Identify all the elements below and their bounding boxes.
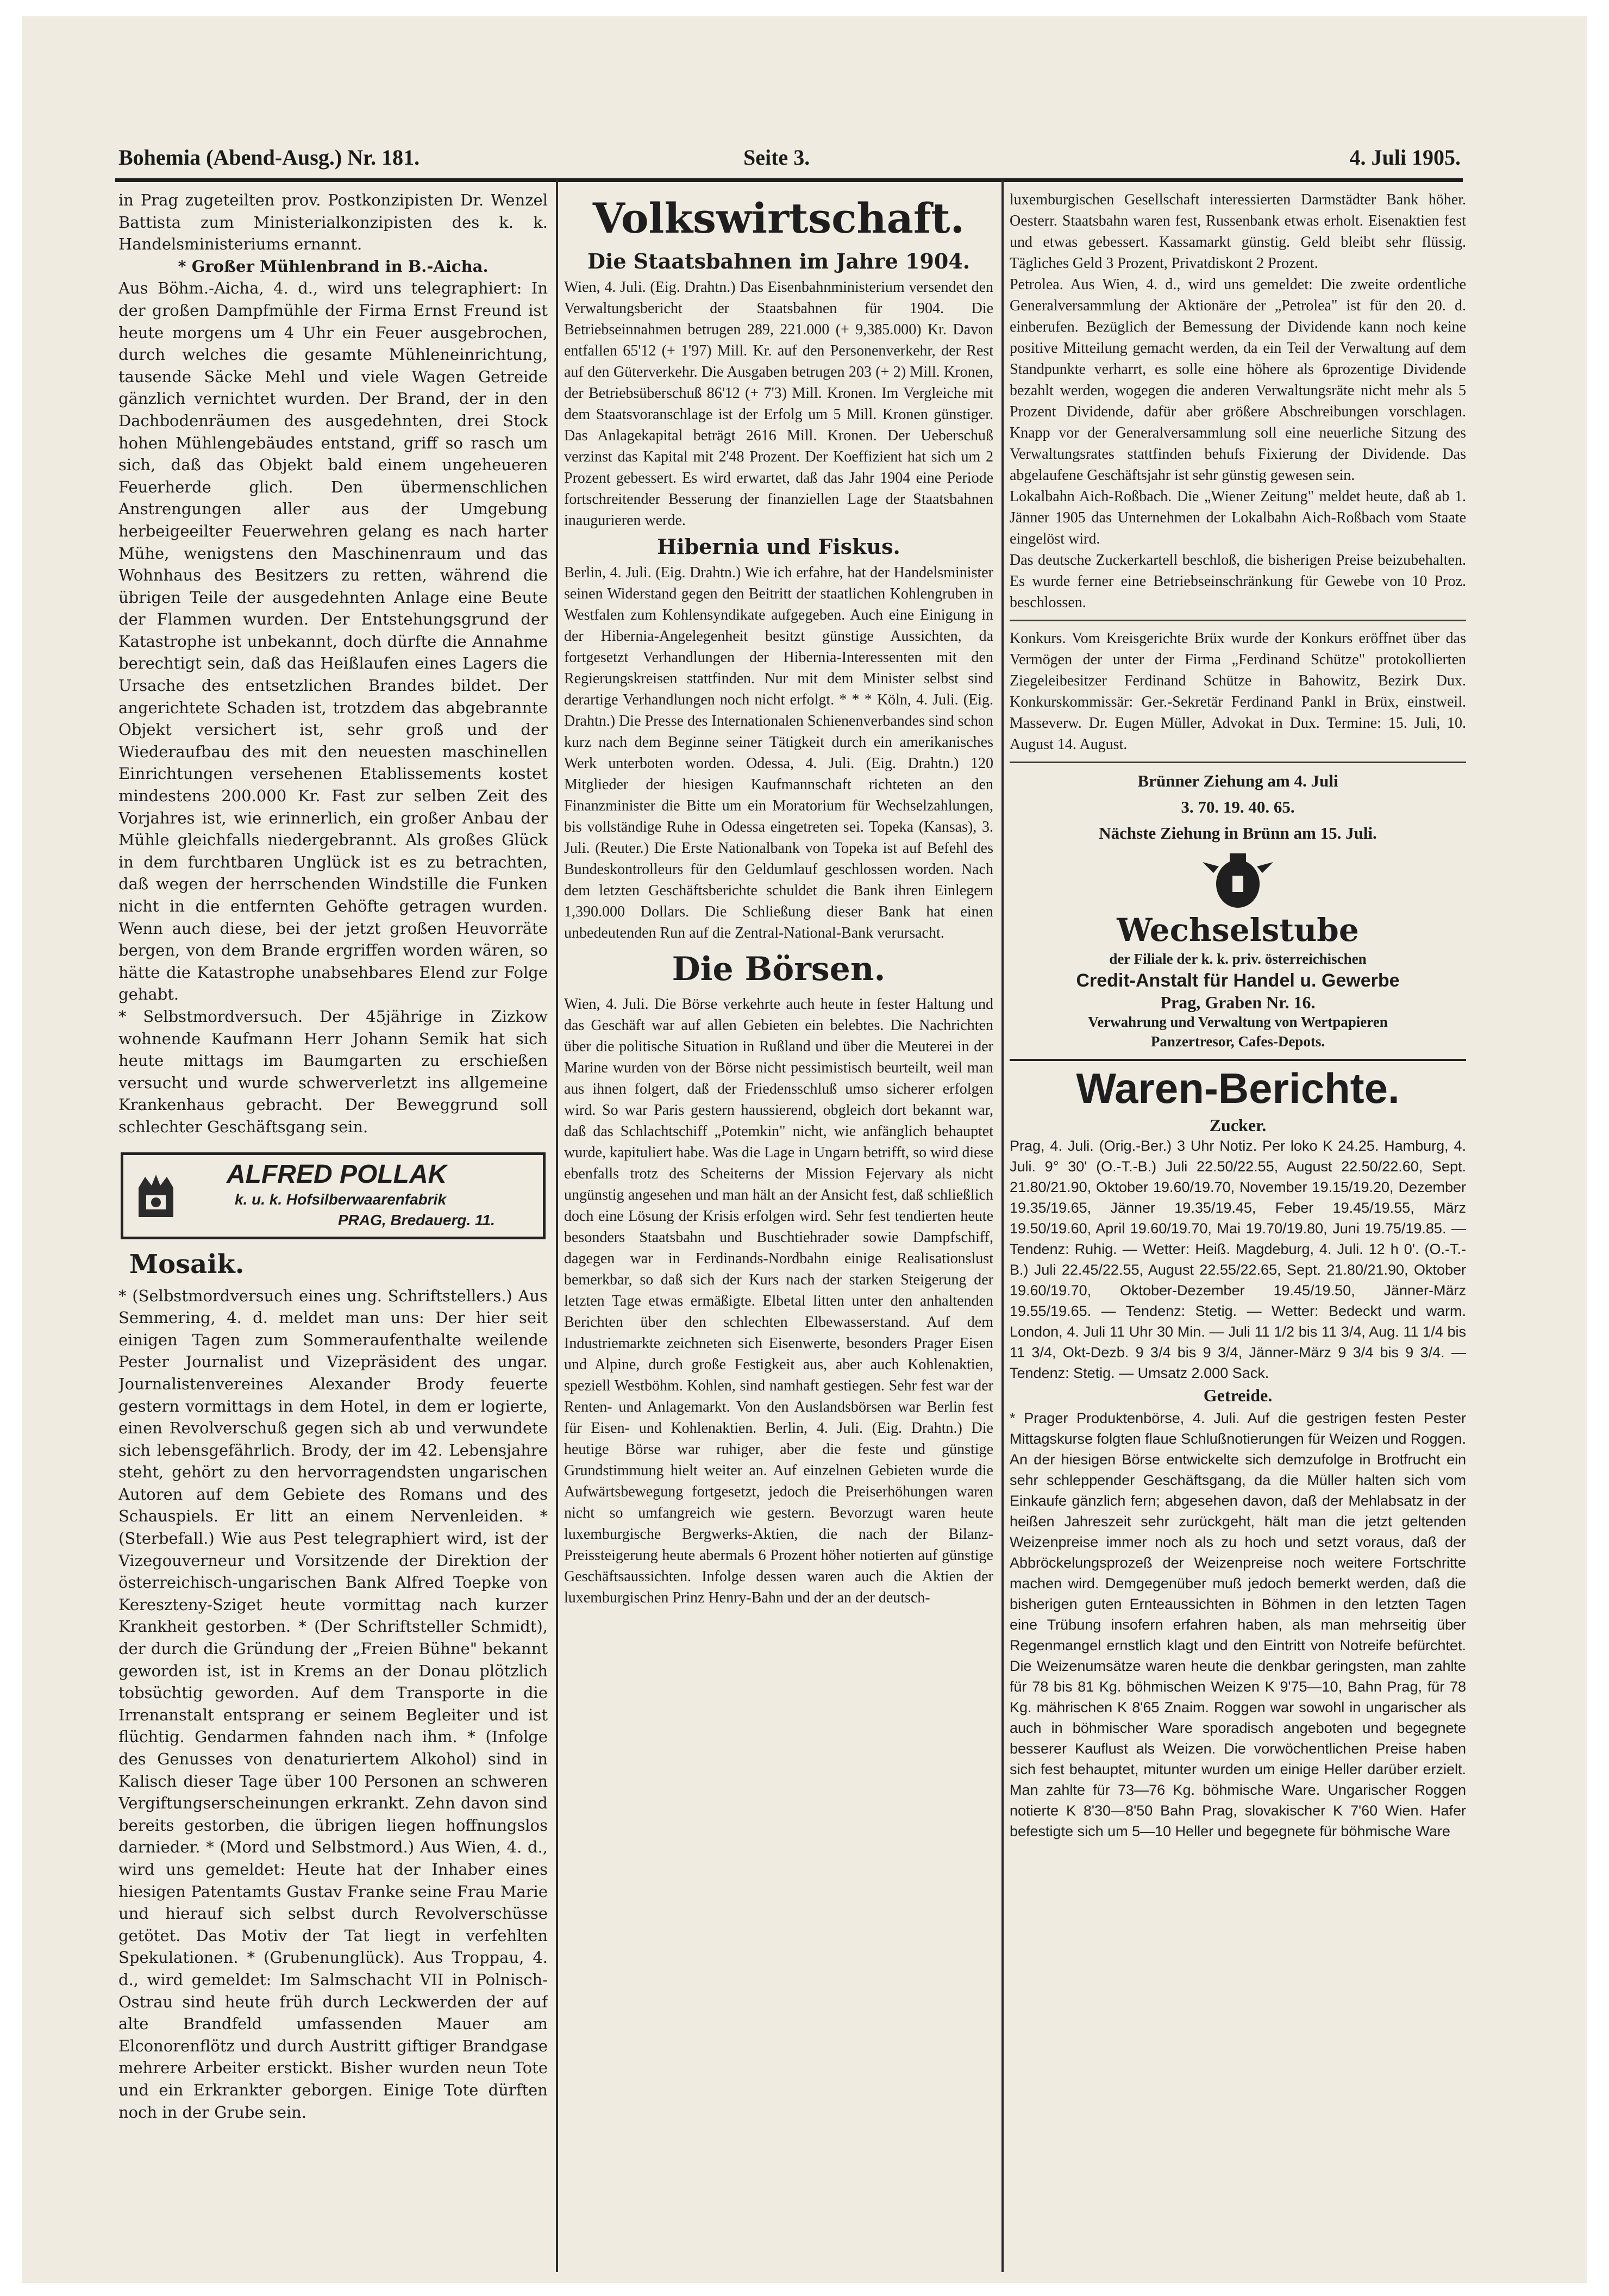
column-3 — [1010, 189, 1466, 2283]
fire-article: Aus Böhm.-Aicha, 4. d., wird uns telegraphiert: In der großen Dampfmühle der Firma Ernst Freund ist heute morgens um 4 Uhr ein Feuer ausgebrochen, durch welches die gesamte Mühleneinrichtung, tausende Säcke Mehl und viele Wagen Getreide gänzlich vernichtet wurden. Der Brand, der in den Dachbodenräumen des ausgedehnten, drei Stock hohen Mühlengebäudes entstand, griff so rasch um sich, daß das Objekt bald einem ungeheueren Feuerherde glich. Den übermenschlichen Anstrengungen aller aus der Umgebung herbeigeeilter Feuerwehren gelang es nach harter Mühe, wenigstens den Maschinenraum und das Wohnhaus des Besitzers zu retten, während die übrigen Teile der ausgedehnten Anlage eine Beute der Flammen wurden. Der Entstehungsgrund der Katastrophe ist unbekannt, doch dürfte die Annahme berechtigt sein, daß das Heißlaufen eines Lagers die Ursache des entsetzlichen Brandes bildet. Der angerichtete Schaden ist, trotzdem das abgebrannte Objekt versichert ist, sehr groß und der Wiederaufbau des mit den neuesten maschinellen Einrichtungen versehenen Etablissements kostet mindestens 200.000 Kr. Fast zur selben Zeit des Vorjahres ist, wie erinnerlich, ein großer Anbau der Mühle gleichfalls niedergebrannt. Als großes Glück in dem furchtbaren Unglück ist es zu betrachten, daß wegen der herrschenden Windstille die Funken nicht in die entfernten Gehöfte getragen wurden. Wenn auch diese, bei der jetzt großen Heuvorräte bergen, von dem Brande ergriffen worden wären, so hätte die Katastrophe unabsehbares Elend zur Folge gehabt. — [118, 279, 548, 1004]
mosaik-heading: Mosaik. — [129, 1249, 245, 1280]
waren-berichte-section — [1010, 1059, 1466, 1842]
divider-rule — [1010, 620, 1466, 621]
header-page-number: Seite 3. — [743, 145, 810, 170]
zucker-label: Zucker. — [1209, 1115, 1267, 1135]
getreide-report: * Prager Produktenbörse, 4. Juli. Auf die gestrigen festen Pester Mittagskurse folgten flaue Schlußnotierungen für Weizen und Roggen. An der hiesigen Börse entwickelte sich demzufolge in Brotfrucht ein sehr schleppender Geschäftsgang, da die Müller halten sich vom Einkaufe gänzlich fern; abgesehen davon, daß der Mehlabsatz in der heißen Jahreszeit sehr zurückgeht, hält man die jetzt geltenden Weizenpreise immer noch als zu hoch und setzt voraus, daß der Abbröckelungsprozeß der Weizenpreise noch weitere Fortschritte machen wird. Demgegenüber muß jedoch bemerkt werden, daß die bisherigen guten Ernteaussichten in Böhmen in den letzten Tagen eine Trübung insofern erfahren haben, als man mehrseitig über Regenmangel ernstlich klagt und den Eintritt von Notreife befürchtet. Die Weizenumsätze waren heute die denkbar geringsten, man zahlte für 78 bis 81 Kg. böhmischen Weizen K 9'75—10, Bahn Prag, für 78 Kg. mährischen K 8'65 Znaim. Roggen war sowohl in ungarischer als auch in böhmischer Ware sporadisch angeboten und begegnete besserer Kauflust als Weizen. Die vorwöchentlichen Preise haben sich fest behauptet, mitunter wurden um einige Heller darüber erzielt. Man zahlte für 73—76 Kg. böhmische Ware. Ungarischer Roggen notierte K 8'30—8'50 Bahn Prag, slovakischer K 7'60 Wien. Hafer befestigte sich um 5—10 Heller und begegnete für böhmische Ware — [1010, 1410, 1466, 1839]
lottery-next: Nächste Ziehung in Brünn am 15. Juli. — [1099, 823, 1377, 843]
ad-description: k. u. k. Hofsilberwaarenfabrik — [235, 1190, 447, 1208]
mosaik-articles: * (Selbstmordversuch eines ung. Schriftstellers.) Aus Semmering, 4. d. meldet man uns: Der hier seit einigen Tagen zum Sommeraufenthalte weilende Pester Journalist und Vizepräsident des ungar. Journalistenvereines Alexander Brody feuerte gestern vormittags in dem Hotel, in dem er logierte, einen Revolverschuß gegen sich ab und verwundete sich lebensgefährlich. Brody, der im 42. Lebensjahre steht, gehört zu den hervorragendsten ungarischen Autoren auf dem Gebiete des Romans und des Schauspiels. Er litt an einem Nervenleiden. * (Sterbefall.) Wie aus Pest telegraphiert wird, ist der Vizegouverneur und Vorsitzende der Direktion der österreichisch-ungarischen Bank Alfred Toepke von Kereszteny-Sziget heute vormittag nach kurzer Krankheit gestorben. * (Der Schriftsteller Schmidt), der durch die Gründung der „Freien Bühne" bekannt geworden ist, ist in Krems an der Donau plötzlich tobsüchtig geworden. Auf dem Transporte in die Irrenanstalt entsprang er seinem Begleiter und ist flüchtig. Gendarmen fahnden nach ihm. * (Infolge des Genusses von denaturiertem Alkohol) sind in Kalisch dieser Tage über 100 Personen an schweren Vergiftungserscheinungen erkrankt. Zehn davon sind bereits gestorben, die übrigen liegen hoffnungslos darnieder. * (Mord und Selbstmord.) Aus Wien, 4. d., wird uns gemeldet: Heute hat der Inhaber eines hiesigen Patentamts Gustav Franke seine Frau Marie und hierauf sich selbst durch Revolverschüsse getötet. Das Motiv der Tat liegt in verfehlten Spekulationen. * (Grubenunglück). Aus Troppau, 4. d., wird gemeldet: Im Salmschacht VII in Polnisch-Ostrau sind heute früh durch Leckwerden der auf alte Brandfeld umfassenden Mauer am Elconorenflötz und durch Austritt giftiger Brandgase mehrere Arbeiter erstickt. Bisher wurden neun Tote und ein Erkrankter geborgen. Einige Tote dürften noch in der Grube sein. — [118, 1286, 548, 2122]
eagle-emblem-icon — [1203, 851, 1273, 911]
staatsbahnen-article: Wien, 4. Juli. (Eig. Drahtn.) Das Eisenbahnministerium versendet den Verwaltungsbericht der Staatsbahnen für 1904. Die Betriebseinnahmen betrugen 289, 221.000 (+ 9,385.000) Kr. Davon entfallen 65'12 (+ 1'97) Mill. Kr. auf den Personenverkehr, der Rest auf den Güterverkehr. Die Ausgaben betrugen 203 (+ 2) Mill. Kronen, der Betriebsüberschuß 86'12 (+ 7'3) Mill. Kronen. Im Vergleiche mit dem Staatsvoranschlage ist der Erfolg um 5 Mill. Kronen günstiger. Das Anlagekapital beträgt 2616 Mill. Kronen. Der Ueberschuß verzinst das Kapital mit 2'48 Prozent. Der Koeffizient hat sich um 2 Prozent gebessert. Es wird erwartet, daß das Jahr 1904 eine Periode fortschreitender Besserung der finanziellen Lage der Staatsbahnen inaugurieren werde. — [564, 279, 993, 529]
fire-heading: * Großer Mühlenbrand in B.-Aicha. — [178, 257, 489, 276]
header-date: 4. Juli 1905. — [1349, 145, 1461, 170]
waren-berichte-heading: Waren-Berichte. — [1076, 1064, 1400, 1112]
staatsbahnen-heading: Die Staatsbahnen im Jahre 1904. — [587, 249, 970, 273]
petrolea-article: Petrolea. Aus Wien, 4. d., wird uns gemeldet: Die zweite ordentliche Generalversammlung der Aktionäre der „Petrolea" ist für den 20. d. einberufen. Bezüglich der Bemessung der Dividende kann noch keine positive Mitteilung gemacht werden, da ein Teil der Verwaltung auf dem Standpunkte verharrt, es solle eine höhere als 6prozentige Dividende bezahlt werden, wogegen die anderen Verwaltungsräte nicht mehr als 5 Prozent Dividende, dafür aber größere Abschreibungen vorschlagen. Knapp vor der Generalversammlung soll eine neuerliche Sitzung des Verwaltungsrates stattfinden behufs Fixierung der Dividende. Das abgelaufene Geschäftsjahr ist sehr günstig gewesen sein. — [1010, 276, 1466, 484]
luxemburg-continuation: luxemburgischen Gesellschaft interessierten Darmstädter Bank höher. Oesterr. Staatsbahn waren fest, Russenbank etwas erholt. Eisenaktien fest und etwas gebessert. Kassamarkt günstig. Geld bleibt sehr flüssig. Tägliches Geld 3 Prozent, Privatdiskont 2 Prozent. — [1010, 191, 1466, 272]
wechselstube-title: Wechselstube — [1117, 912, 1359, 949]
lokalbahn-article: Lokalbahn Aich-Roßbach. Die „Wiener Zeitung" meldet heute, daß ab 1. Jänner 1905 das Unternehmen der Lokalbahn Aich-Roßbach vom Staate eingelöst wird. — [1010, 488, 1466, 547]
bank-line-5: Panzertresor, Cafes-Depots. — [1150, 1033, 1325, 1050]
intro-paragraph: in Prag zugeteilten prov. Postkonzipisten Dr. Wenzel Battista zum Ministerialkonzipisten des k. k. Handelsministeriums ernannt. — [118, 191, 548, 254]
page-header — [118, 142, 1461, 175]
column-1 — [118, 189, 548, 2283]
bank-line-1: der Filiale der k. k. priv. österreichischen — [1109, 951, 1367, 967]
bank-line-4: Verwahrung und Verwaltung von Wertpapieren — [1088, 1014, 1388, 1030]
column-divider-2 — [1001, 179, 1004, 2272]
divider-rule — [1010, 762, 1466, 763]
newspaper-page — [22, 16, 1587, 2283]
lottery-numbers: 3. 70. 19. 40. 65. — [1181, 797, 1295, 816]
lottery-title: Brünner Ziehung am 4. Juli — [1137, 771, 1338, 790]
bank-line-2: Credit-Anstalt für Handel u. Gewerbe — [1076, 970, 1400, 991]
crown-emblem-icon — [135, 1174, 177, 1219]
boersen-article: Wien, 4. Juli. Die Börse verkehrte auch heute in fester Haltung und das Geschäft war auf allen Gebieten ein belebtes. Die Nachrichten über die politische Situation in Rußland und über die Meuterei in der Marine wurden von der Börse nicht pessimistisch beurteilt, weil man aus ihnen folgert, daß der Friedensschluß umso sicherer erfolgen wird. So war Paris gestern haussierend, obgleich dort bekannt war, daß das Schlachtschiff „Potemkin" nicht, wie anfänglich behauptet wurde, kapituliert habe. Was die Lage in Ungarn betrifft, so wird diese ebenfalls trotz des Scheiterns der Mission Fejervary als nicht ungünstig angesehen und man hält an der Ansicht fest, daß schließlich doch eine Lösung der Krisis erfolgen wird. Sehr fest tendierten heute besonders Staatsbahn und Buschtiehrader sowie Dampfschiff, dagegen war in Ferdinands-Nordbahn einige Realisationslust bemerkbar, so daß sich der Kurs nach der starken Steigerung der letzten Tage etwas ermäßigte. Elbetal litten unter den anhaltenden Berichten über den schlechten Elbewasserstand. Auf dem Industriemarkte zeichneten sich Eisenwerte, besonders Prager Eisen und Alpine, durch große Festigkeit aus, aber auch Kohlenaktien, speziell Westböhm. Kohlen, sind namhaft gestiegen. Sehr fest war der Renten- und Anlagemarkt. Von den Auslandsbörsen war Berlin fest für Eisen- und Kohlenaktien. Berlin, 4. Juli. (Eig. Drahtn.) Die heutige Börse war ruhiger, aber die feste und günstige Grundstimmung hielt weiter an. Auf einzelnen Gebieten wurde die Aufwärtsbewegung fortgesetzt, jedoch die Preiserhöhungen waren nicht so umfangreich wie gestern. Bevorzugt waren heute luxemburgische Bergwerks-Aktien, die nach der Bilanz-Preissteigerung heute abermals 6 Prozent höher notierten auf günstige Geschäftsaussichten. Infolge dessen waren auch die Aktien der luxemburgischen Prinz Henry-Bahn und der an der deutsch- — [564, 996, 993, 1606]
pollak-advertisement — [121, 1152, 546, 1239]
zucker-quotes: Prag, 4. Juli. (Orig.-Ber.) 3 Uhr Notiz. Per loko K 24.25. Hamburg, 4. Juli. 9° 30' (O.-T.-B.) Juli 22.50/22.55, August 22.50/22.60, Sept. 21.80/21.90, Oktober 19.60/19.70, November 19.15/19.20, Dezember 19.35/19.65, Jänner 19.35/19.45, Feber 19.45/19.55, März 19.50/19.60, April 19.60/19.70, Mai 19.70/19.80, Juni 19.75/19.85. — Tendenz: Ruhig. — Wetter: Heiß. Magdeburg, 4. Juli. 12 h 0'. (O.-T.-B.) Juli 22.45/22.55, August 22.55/22.65, Sept. 21.80/21.90, Oktober 19.60/19.70, Oktober-Dezember 19.45/19.50, Jänner-März 19.55/19.65. — Tendenz: Stetig. — Wetter: Bedeckt und warm. London, 4. Juli 11 Uhr 30 Min. — Juli 11 1/2 bis 11 3/4, Aug. 11 1/4 bis 11 3/4, Okt-Dezb. 9 3/4 bis 9 3/4, Jänner-März 9 3/4 bis 9 3/4. — Tendenz: Stetig. — Umsatz 2.000 Sack. — [1010, 1138, 1466, 1381]
header-edition: Bohemia (Abend-Ausg.) Nr. 181. — [118, 145, 420, 170]
bank-line-3: Prag, Graben Nr. 16. — [1160, 993, 1316, 1012]
hibernia-article: Berlin, 4. Juli. (Eig. Drahtn.) Wie ich erfahre, hat der Handelsminister seinen Widerstand gegen den Beitritt der staatlichen Kohlengruben in Westfalen zum Kohlensyndikate aufgegeben. Auch eine Einigung in der Hibernia-Angelegenheit besitzt günstige Aussichten, da fortgesetzt Verhandlungen der Hibernia-Interessenten mit den Regierungskreisen stattfinden. Nur mit dem Minister selbst sind derartige Verhandlungen noch nicht erfolgt. * * * Köln, 4. Juli. (Eig. Drahtn.) Die Presse des Internationalen Schienenverbandes sind schon kurz nach dem Beginne seiner Tätigkeit durch ein amerikanisches Werk unterboten worden. Odessa, 4. Juli. (Eig. Drahtn.) 120 Mitglieder der hiesigen Kaufmannschaft richteten an den Finanzminister die Bitte um ein Moratorium für Wechselzahlungen, bis vollständige Ruhe in Odessa eingetreten sei. Topeka (Kansas), 3. Juli. (Reuter.) Die Erste Nationalbank von Topeka ist auf Befehl des Bundeskontrolleurs für den Geldumlauf geschlossen worden. Nach dem letzten Geschäftsberichte schuldet die Bank ihren Einlegern 1,390.000 Dollars. Die Schließung dieser Bank hat einen unbedeutenden Run auf die Zentral-National-Bank verursacht. — [564, 564, 993, 941]
hibernia-heading: Hibernia und Fiskus. — [657, 534, 900, 559]
column-2 — [564, 189, 993, 2283]
konkurs-notice: Konkurs. Vom Kreisgerichte Brüx wurde der Konkurs eröffnet über das Vermögen der unter der Firma „Ferdinand Schütze" protokollierten Ziegeleibesitzer Ferdinand Schütze in Bahowitz, Bezirk Dux. Konkurskommissär: Ger.-Sekretär Ferdinand Pankl in Brüx, einstweil. Masseverw. Dr. Eugen Müller, Advokat in Dux. Termine: 15. Juli, 10. August 14. August. — [1010, 630, 1466, 753]
lottery-results — [1010, 770, 1466, 845]
suicide-article: * Selbstmordversuch. Der 45jährige in Zizkow wohnende Kaufmann Herr Johann Semik hat sich heute mittags im Baumgarten zu erschießen versucht und wurde schwerverletzt ins allgemeine Krankenhaus gebracht. Der Beweggrund soll schlechter Geschäftsgang sein. — [118, 1007, 548, 1136]
ad-address: PRAG, Bredauerg. 11. — [338, 1211, 495, 1228]
column-divider-1 — [556, 179, 558, 2272]
volkswirtschaft-heading: Volkswirtschaft. — [592, 194, 965, 242]
bank-advertisement — [1010, 851, 1466, 1051]
zuckerkartell-article: Das deutsche Zuckerkartell beschloß, die bisherigen Preise beizubehalten. Es wurde ferner eine Betriebseinschränkung für Gewebe von 10 Proz. beschlossen. — [1010, 552, 1466, 611]
ad-company-name: ALFRED POLLAK — [227, 1159, 447, 1189]
getreide-label: Getreide. — [1203, 1386, 1273, 1405]
boersen-heading: Die Börsen. — [672, 950, 886, 988]
header-rule — [115, 178, 1463, 182]
